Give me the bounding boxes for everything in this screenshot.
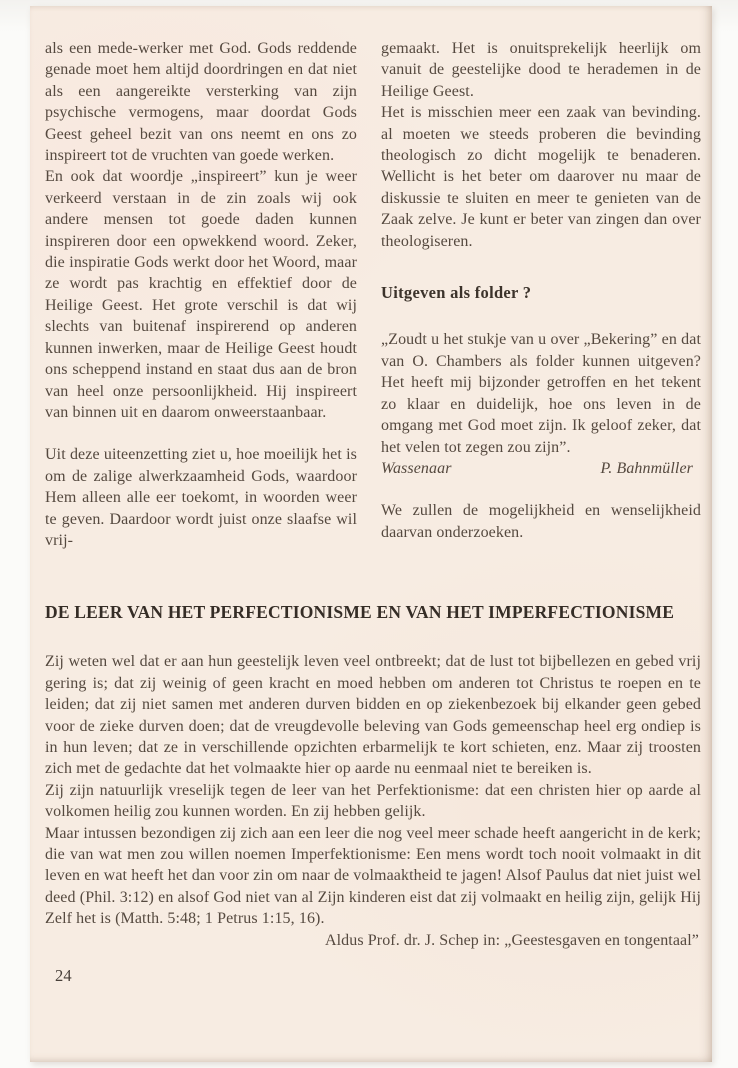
left-column xyxy=(45,38,357,596)
paragraph: Het is misschien meer een zaak van bevinding. al moeten we steeds proberen die bevinding theologisch zo dicht mogelijk te benaderen. Wellicht is het beter om daarover nu maar de diskussie te sluiten en meer te genieten van de Zaak zelve. Je kunt er beter van zingen dan over theologiseren. xyxy=(381,104,701,250)
section-body xyxy=(45,651,701,929)
paragraph: Maar intussen bezondigen zij zich aan een leer die nog veel meer schade heeft aangericht in de kerk; die van wat men zou willen noemen Imperfektionisme: Een mens wordt toch nooit volmaakt in dit leven en wat heeft het dan voor zin om naar de volmaaktheid te jagen! Alsof Paulus dat niet juist wel deed (Phil. 3:12) en alsof God niet van al Zijn kinderen eist dat zij volmaakt en heilig zijn, gelijk Hij Zelf het is (Matth. 5:48; 1 Petrus 1:15, 16). xyxy=(45,824,701,928)
paragraph: Zij weten wel dat er aan hun geestelijk leven veel ontbreekt; dat de lust tot bijbellezen en gebed vrij gering is; dat zij weinig of geen kracht en moed hebben om anderen tot Christus te roepen en te leiden; dat zij niet samen met anderen durven bidden en op ziekenbezoek bij elkander geen gebed voor de zieke durven doen; dat de vreugdevolle beleving van Gods gemeenschap heel erg ondiep is in hun leven; dat ze in verschillende opzichten erbarmelijk te kort schieten, enz. Maar zij troosten zich met de gedachte dat het volmaakte hier op aarde nu eenmaal niet te bereiken is. xyxy=(45,653,701,778)
reader-letter-quote: „Zoudt u het stukje van u over „Bekering” en dat van O. Chambers als folder kunnen uitgeven? Het heeft mij bijzonder getroffen en het tekent zo klaar en duidelijk, hoe ons leven in de omgang met God moet zijn. Ik geloof zeker, dat het velen tot zegen zou zijn”. xyxy=(381,331,701,456)
magazine-page xyxy=(30,6,712,1062)
paragraph: Zij zijn natuurlijk vreselijk tegen de leer van het Perfektionisme: dat een christen hier op aarde al volkomen heilig zou kunnen worden. En zij hebben gelijk. xyxy=(45,781,701,821)
editor-response: We zullen de mogelijkheid en wenselijkheid daarvan onderzoeken. xyxy=(381,502,701,541)
letter-signature xyxy=(381,458,701,479)
page-number: 24 xyxy=(55,966,72,986)
signature-place: Wassenaar xyxy=(381,459,452,477)
page-content xyxy=(45,38,701,987)
paragraph: gemaakt. Het is onuitsprekelijk heerlijk om vanuit de geestelijke dood te herademen in de Heilige Geest. xyxy=(381,40,701,100)
signature-name: P. Bahnmüller xyxy=(600,459,693,477)
source-attribution: Aldus Prof. dr. J. Schep in: „Geestesgaven en tongentaal” xyxy=(324,931,699,949)
section-heading: DE LEER VAN HET PERFECTIONISME EN VAN HET IMPERFECTIONISME xyxy=(45,602,675,622)
paragraph: als een mede-werker met God. Gods reddende genade moet hem altijd doordringen en dat niet als een aangereikte versterking van zijn psychische vermogens, maar doordat Gods Geest geheel bezit van ons neemt en ons zo inspireert tot de vruchten van goede werken. xyxy=(45,40,357,165)
article-subheading: Uitgeven als folder ? xyxy=(381,283,532,303)
paragraph: En ook dat woordje „inspireert” kun je weer verkeerd verstaan in de zin zoals wij ook andere mensen tot goede daden kunnen inspireren door een opwekkend woord. Zeker, die inspiratie Gods werkt door het Woord, maar ze wordt pas krachtig en effektief door de Heilige Geest. Het grote verschil is dat wij slechts van buitenaf inspirerend op anderen kunnen inwerken, maar de Heilige Geest houdt ons scheppend instand en staat dus aan de bron van heel onze persoonlijkheid. Hij inspireert van binnen uit en daarom onweerstaanbaar. xyxy=(45,168,357,421)
right-column xyxy=(381,38,701,596)
paragraph: Uit deze uiteenzetting ziet u, hoe moeilijk het is om de zalige alwerkzaamheid Gods, waardoor Hem alleen alle eer toekomt, in woorden weer te geven. Daardoor wordt juist onze slaafse wil vrij- xyxy=(45,446,357,549)
two-column-text xyxy=(45,38,701,596)
